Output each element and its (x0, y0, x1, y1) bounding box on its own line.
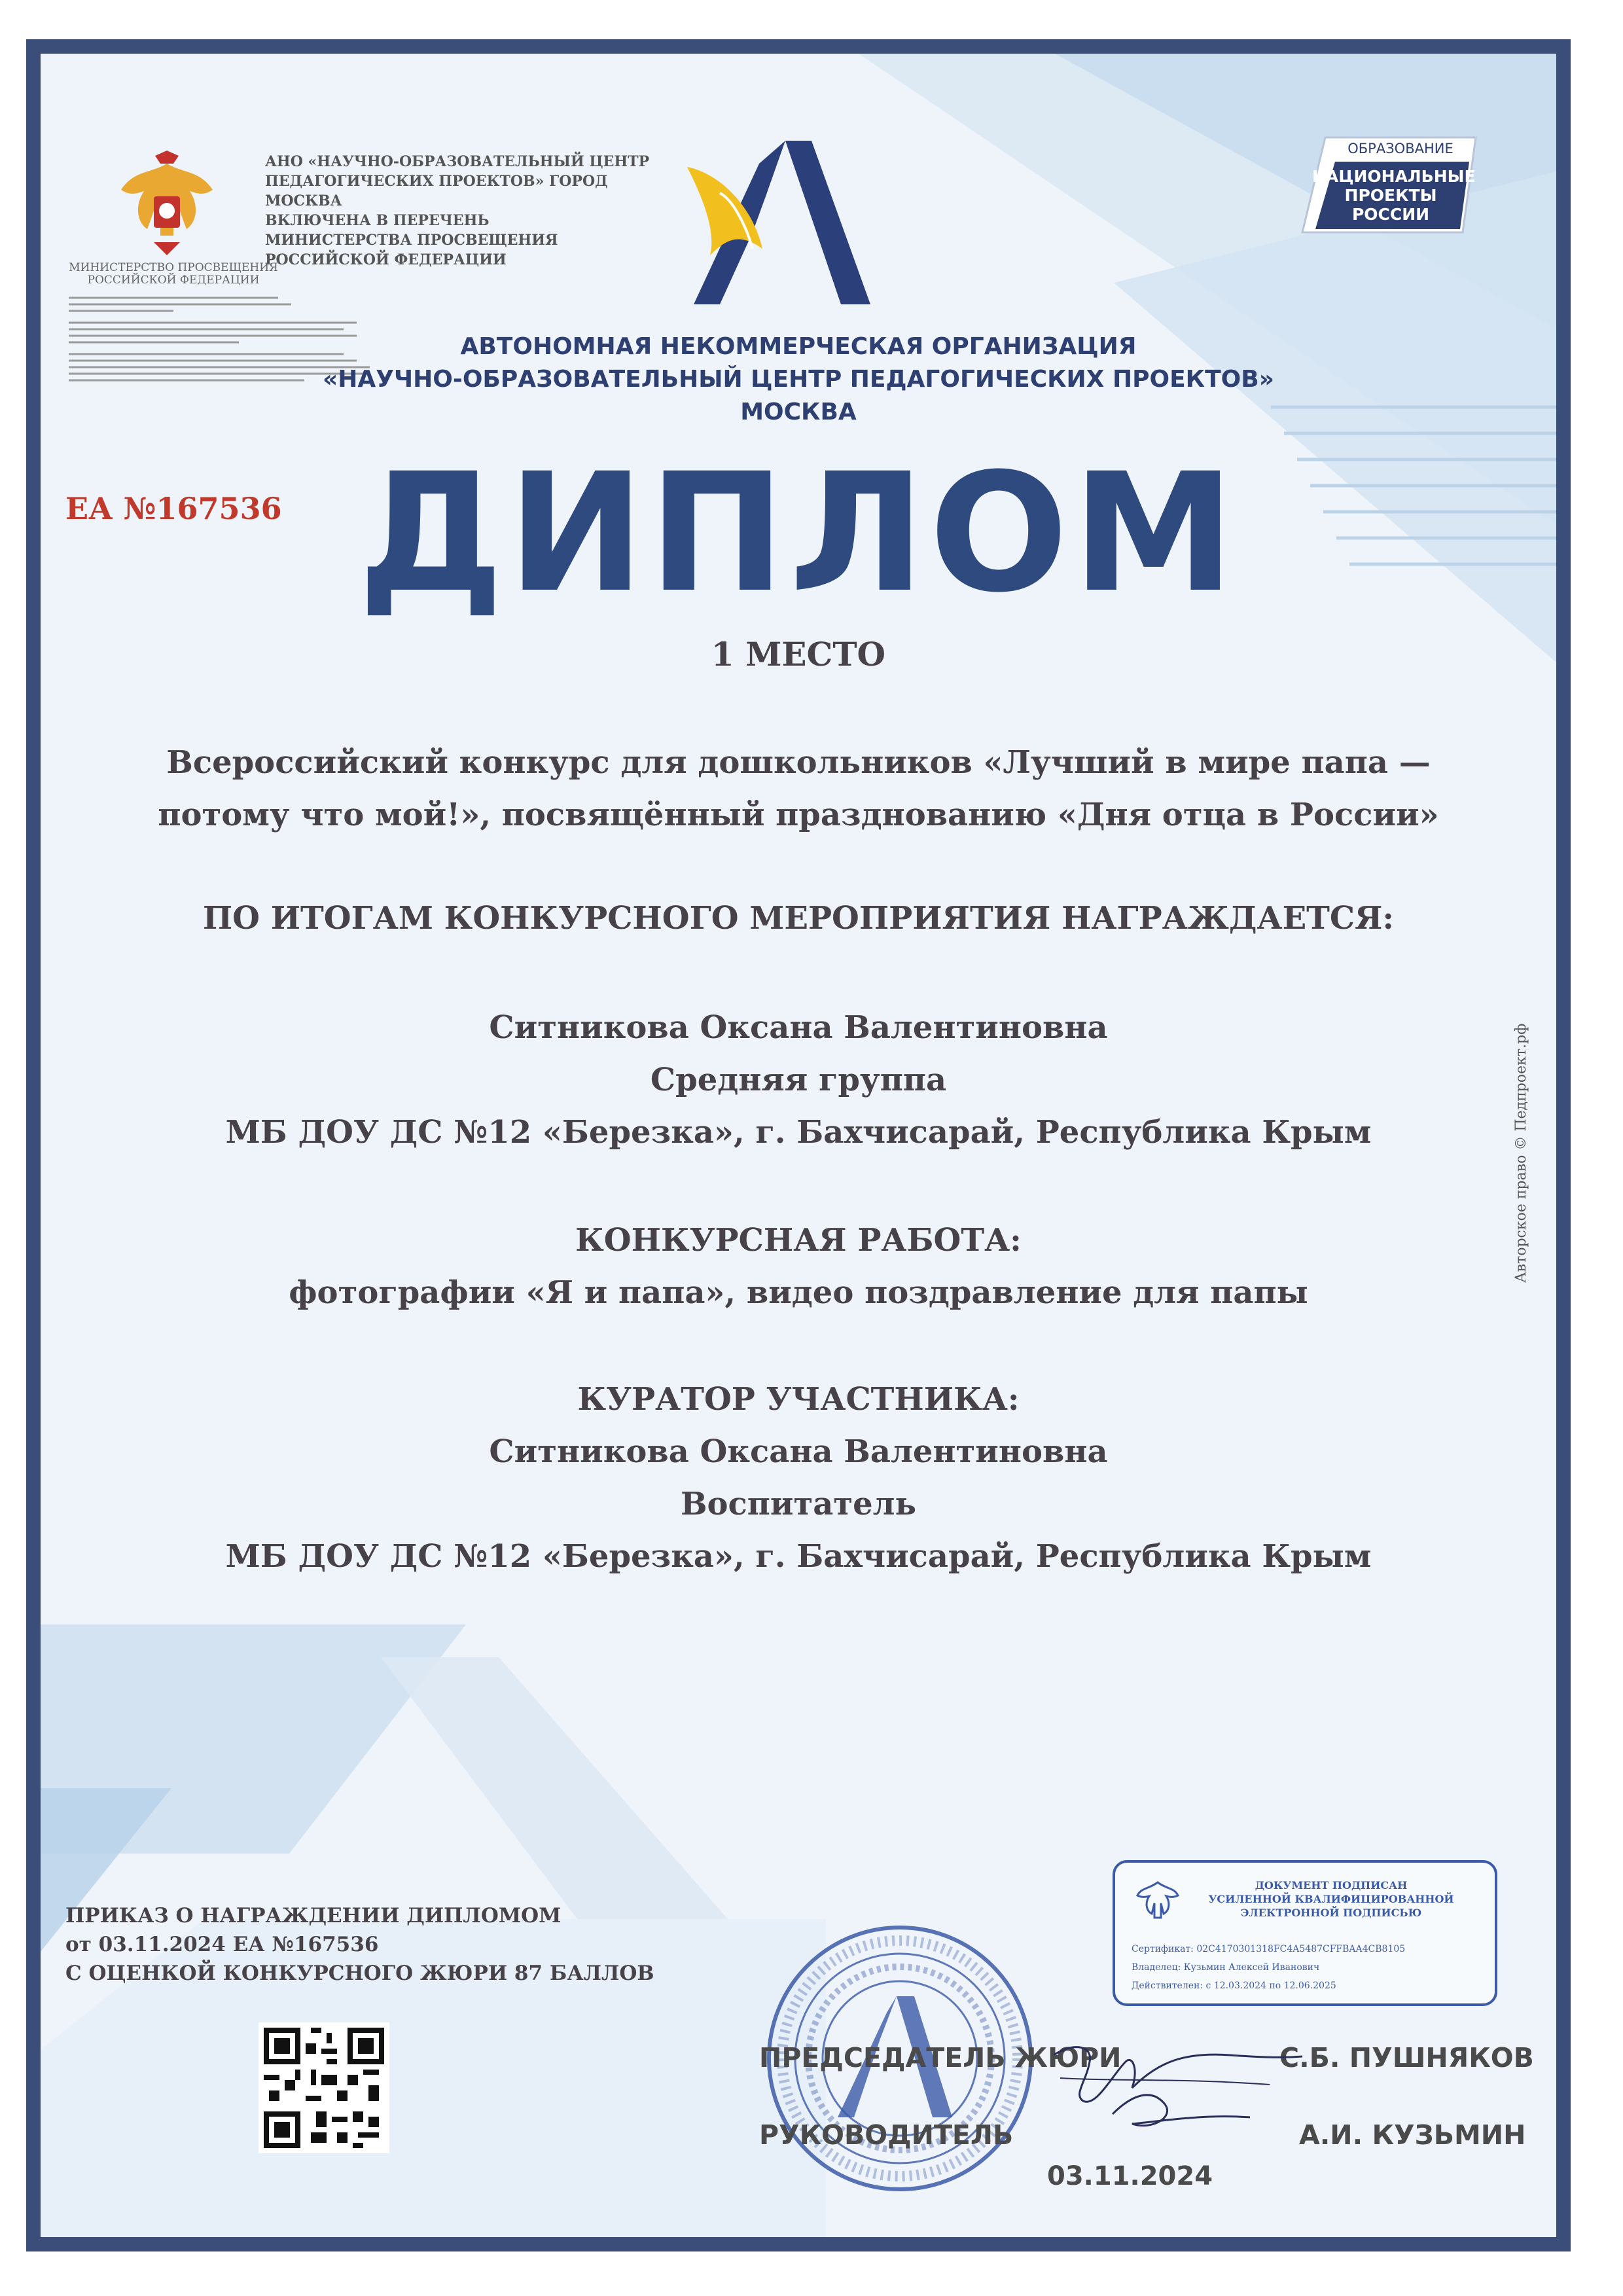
chair-signature (1034, 2016, 1309, 2147)
participant-group: Средняя группа (650, 1062, 947, 1098)
diploma-number: ЕА №167536 (65, 491, 282, 526)
signature-date: 03.11.2024 (1047, 2161, 1213, 2191)
curator-heading: КУРАТОР УЧАСТНИКА: (577, 1381, 1020, 1418)
national-projects-title: НАЦИОНАЛЬНЫЕ ПРОЕКТЫ РОССИИ (1312, 167, 1476, 224)
ministry-list-text: АНО «НАУЧНО-ОБРАЗОВАТЕЛЬНЫЙ ЦЕНТР ПЕДАГОГИЧЕСКИХ ПРОЕКТОВ» ГОРОД МОСКВА ВКЛЮЧЕНА В ПЕРЕЧЕНЬ МИНИСТЕРСТВА ПРОСВЕЩЕНИЯ РОССИЙСКОЙ ФЕДЕРАЦИИ (265, 153, 650, 268)
electronic-signature-box (1113, 1860, 1497, 2006)
ministry-eagle-emblem (115, 151, 219, 259)
curator-org: МБ ДОУ ДС №12 «Березка», г. Бахчисарай, Республика Крым (225, 1538, 1372, 1575)
curator-position: Воспитатель (680, 1486, 917, 1522)
participant-block (41, 1001, 1556, 1158)
npcenter-a-logo (681, 134, 877, 311)
participant-org: МБ ДОУ ДС №12 «Березка», г. Бахчисарай, Республика Крым (225, 1114, 1372, 1151)
copyright-text: Авторское право © Педпроект.рф (1513, 1023, 1529, 1283)
chair-label: ПРЕДСЕДАТЕЛЬ ЖЮРИ (759, 2042, 1122, 2073)
awarded-heading: ПО ИТОГАМ КОНКУРСНОГО МЕРОПРИЯТИЯ НАГРАЖДАЕТСЯ: (202, 900, 1395, 937)
emblem-icon (1135, 1877, 1181, 1923)
national-projects-logo (1299, 134, 1479, 236)
ministry-caption: МИНИСТЕРСТВО ПРОСВЕЩЕНИЯ РОССИЙСКОЙ ФЕДЕРАЦИИ (69, 261, 278, 287)
curator-block (41, 1373, 1556, 1583)
place: 1 МЕСТО (711, 635, 886, 673)
diploma-title: ДИПЛОМ (357, 438, 1240, 628)
national-projects-label: ОБРАЗОВАНИЕ (1347, 141, 1454, 156)
org-name: АВТОНОМНАЯ НЕКОММЕРЧЕСКАЯ ОРГАНИЗАЦИЯ «НАУЧНО-ОБРАЗОВАТЕЛЬНЫЙ ЦЕНТР ПЕДАГОГИЧЕСКИХ ПРОЕКТОВ» МОСКВА (323, 333, 1274, 425)
curator-name: Ситникова Оксана Валентиновна (489, 1433, 1108, 1470)
work-block (41, 1214, 1556, 1319)
work-title: фотографии «Я и папа», видео поздравление для папы (289, 1274, 1308, 1311)
head-label: РУКОВОДИТЕЛЬ (759, 2119, 1014, 2151)
contest-title: Всероссийский конкурс для дошкольников «Лучший в мире папа — потому что мой!», посвящённый празднованию «Дня отца в России» (158, 744, 1439, 833)
participant-name: Ситникова Оксана Валентиновна (489, 1009, 1108, 1046)
signature-box-details: Сертификат: 02C4170301318FC4A5487CFFBAA4CB8105 Владелец: Кузьмин Алексей Иванович Действителен: с 12.03.2024 по 12.06.2025 (1132, 1944, 1406, 1991)
chair-name: С.Б. ПУШНЯКОВ (1279, 2042, 1534, 2073)
work-heading: КОНКУРСНАЯ РАБОТА: (575, 1222, 1022, 1259)
signature-box-title: ДОКУМЕНТ ПОДПИСАН УСИЛЕННОЙ КВАЛИФИЦИРОВАННОЙ ЭЛЕКТРОННОЙ ПОДПИСЬЮ (1208, 1879, 1454, 1919)
qr-code[interactable] (259, 2022, 389, 2153)
head-name: А.И. КУЗЬМИН (1299, 2119, 1526, 2151)
award-order: ПРИКАЗ О НАГРАЖДЕНИИ ДИПЛОМОМ от 03.11.2024 ЕА №167536 С ОЦЕНКОЙ КОНКУРСНОГО ЖЮРИ 87 БАЛЛОВ (65, 1904, 654, 1985)
